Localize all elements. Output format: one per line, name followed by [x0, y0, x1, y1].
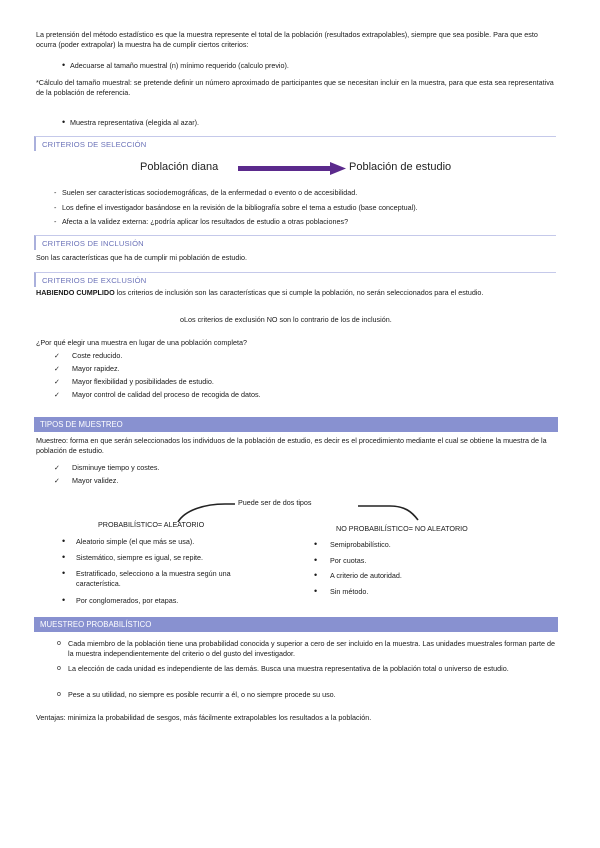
probabilistico-item: Cada miembro de la población tiene una probabilidad conocida y superior a cero de ser incluido en la muestra. Las unidades muestrales forman parte de la muestra independientemente del criterio o del gusto del investigador. — [68, 639, 556, 659]
probabilistico-title: PROBABILÍSTICO= ALEATORIO — [98, 520, 205, 529]
right-item: Semiprobabilístico. — [330, 540, 391, 549]
exclusion-rest: los criterios de inclusión son las características que si cumple la población, no serán seleccionados para el estudio. — [114, 288, 484, 297]
bullet-marker: • — [62, 536, 66, 546]
intro-bullet: • Adecuarse al tamaño muestral (n) mínimo requerido (calculo previo). — [62, 60, 289, 70]
right-item: Sin método. — [330, 587, 369, 596]
bullet-marker: • — [62, 568, 66, 578]
left-item: Aleatorio simple (el que más se usa). — [76, 537, 195, 546]
intro-bullet-text: Adecuarse al tamaño muestral (n) mínimo requerido (calculo previo). — [70, 61, 289, 70]
circle-bullet-icon: o — [57, 665, 61, 672]
why-item: Coste reducido. — [72, 351, 123, 360]
left-item: Por conglomerados, por etapas. — [76, 596, 179, 605]
check-icon: ✓ — [54, 351, 61, 360]
seleccion-item: Suelen ser características sociodemográficas, de la enfermedad o evento o de accesibilidad. — [62, 188, 358, 197]
tipos-text: Muestreo: forma en que serán seleccionados los individuos de la población de estudio, es decir es el procedimiento mediante el cual se obtiene la muestra de la población de estudio. — [36, 436, 547, 456]
dash-marker: - — [54, 203, 57, 212]
why-item: Mayor rapidez. — [72, 364, 120, 373]
section-heading-exclusion: CRITERIOS DE EXCLUSIÓN — [34, 272, 556, 287]
check-icon: ✓ — [54, 377, 61, 386]
check-icon: ✓ — [54, 463, 61, 472]
sample-size-paragraph: *Cálculo del tamaño muestral: se pretende definir un número aproximado de participantes que se necesitan incluir en la muestra, para que esta sea representativa de la población de referencia. — [36, 78, 554, 98]
seleccion-item: Los define el investigador basándose en la revisión de la bibliografía sobre el tema a estudio (base conceptual). — [62, 203, 418, 212]
why-question: ¿Por qué elegir una muestra en lugar de una población completa? — [36, 338, 247, 347]
why-item: Mayor control de calidad del proceso de recogida de datos. — [72, 390, 261, 399]
left-item: Estratificado, selecciono a la muestra según una característica. — [76, 569, 231, 589]
check-icon: ✓ — [54, 364, 61, 373]
intro-bullet-text-2: Muestra representativa (elegida al azar). — [70, 118, 200, 128]
bullet-marker: • — [314, 555, 318, 565]
probabilistico-item: La elección de cada unidad es independiente de las demás. Busca una muestra representativa de la población total o universo de estudio. — [68, 664, 509, 673]
bullet-marker: • — [314, 539, 318, 549]
arrow-icon — [236, 162, 348, 176]
why-item: Mayor flexibilidad y posibilidades de estudio. — [72, 377, 214, 386]
section-heading-seleccion: CRITERIOS DE SELECCIÓN — [34, 136, 556, 151]
tipos-item: Disminuye tiempo y costes. — [72, 463, 160, 472]
tipos-item: Mayor validez. — [72, 476, 119, 485]
diagram-poblacion-estudio: Población de estudio — [349, 161, 452, 173]
diagram-poblacion-diana: Población diana — [140, 161, 219, 173]
dash-marker: - — [54, 217, 57, 226]
check-icon: ✓ — [54, 390, 61, 399]
bullet-marker: • — [62, 595, 66, 605]
section-heading-probabilistico: MUESTREO PROBABILÍSTICO — [34, 617, 558, 632]
exclusion-bold: HABIENDO CUMPLIDO — [36, 288, 115, 297]
probabilistico-item: Pese a su utilidad, no siempre es posible recurrir a él, o no siempre procede su uso. — [68, 690, 336, 699]
circle-bullet-icon: o — [57, 691, 61, 698]
bullet-marker: • — [62, 552, 66, 562]
exclusion-note: oLos criterios de exclusión NO son lo contrario de los de inclusión. — [180, 315, 392, 324]
check-icon: ✓ — [54, 476, 61, 485]
seleccion-item: Afecta a la validez externa: ¿podría aplicar los resultados de estudio a otras poblaciones? — [62, 217, 349, 226]
left-item: Sistemático, siempre es igual, se repite. — [76, 553, 204, 562]
branch-label: Puede ser de dos tipos — [238, 498, 312, 507]
bullet-marker: • — [314, 586, 318, 596]
right-item: Por cuotas. — [330, 556, 367, 565]
no-probabilistico-title: NO PROBABILÍSTICO= NO ALEATORIO — [336, 524, 468, 533]
ventajas-text: Ventajas: minimiza la probabilidad de sesgos, más fácilmente extrapolables los resultados a la población. — [36, 713, 372, 722]
inclusion-text: Son las características que ha de cumplir mi población de estudio. — [36, 253, 247, 262]
bullet-marker: • — [314, 570, 318, 580]
circle-bullet-icon: o — [57, 640, 61, 647]
dash-marker: - — [54, 188, 57, 197]
section-heading-inclusion: CRITERIOS DE INCLUSIÓN — [34, 235, 556, 250]
right-item: A criterio de autoridad. — [330, 571, 402, 580]
exclusion-text — [36, 288, 556, 298]
intro-paragraph: La pretensión del método estadístico es que la muestra represente el total de la población (resultados extrapolables), siempre que sea posible. Para que esto ocurra (poder extrapolar) la muestra ha de cumplir ciertos criterios: — [36, 30, 538, 50]
section-heading-tipos: TIPOS DE MUESTREO — [34, 417, 558, 432]
intro-bullet-2: • Muestra representativa (elegida al azar). — [62, 117, 200, 128]
